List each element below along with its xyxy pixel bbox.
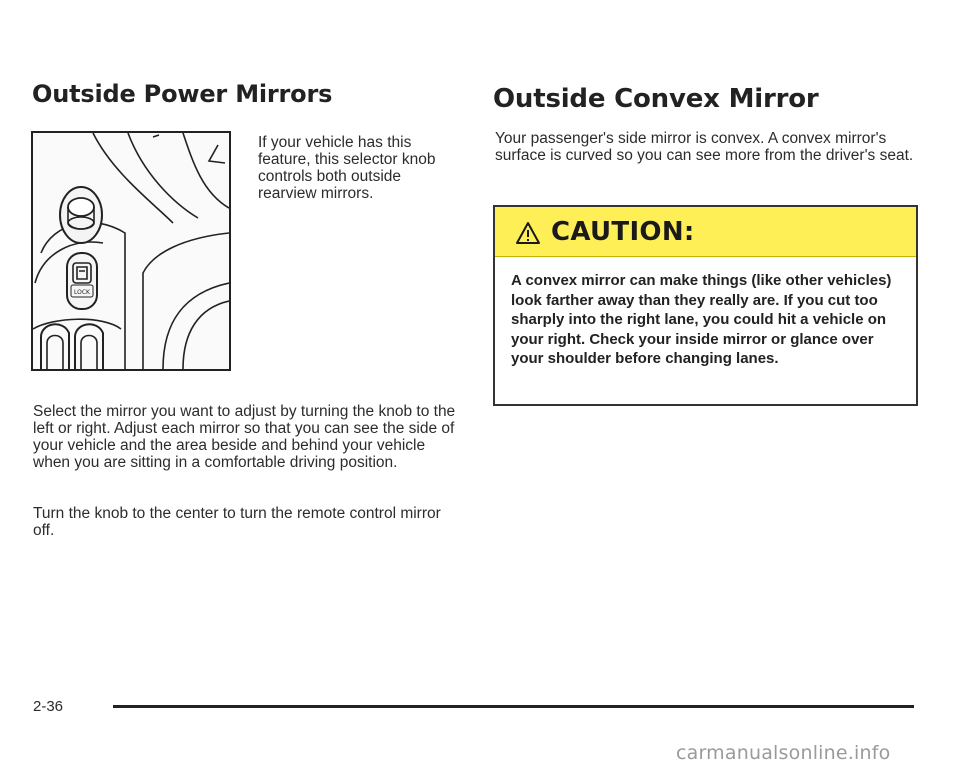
- page-number: 2-36: [33, 698, 64, 715]
- caution-title: CAUTION:: [551, 216, 695, 247]
- feature-description: If your vehicle has this feature, this selector knob controls both outside rearview mirrors.: [258, 134, 436, 202]
- caution-header: [495, 207, 916, 257]
- warning-triangle-icon: [515, 221, 541, 245]
- footer-rule: [113, 705, 914, 708]
- convex-mirror-description: Your passenger's side mirror is convex. A convex mirror's surface is curved so you can see more from the driver's seat.: [495, 130, 914, 164]
- caution-text: A convex mirror can make things (like other vehicles) look farther away than they really are. If you cut too sharply into the right lane, you could hit a vehicle on your right. Check your inside mirror or glance over your shoulder before changing lanes.: [511, 272, 892, 367]
- mirror-selector-knob-illustration: [31, 131, 231, 371]
- select-mirror-instructions: Select the mirror you want to adjust by turning the knob to the left or right. Adjust each mirror so that you can see the side of your vehicle and the area beside and behind your vehicle when you are sitting in a comfortable driving position.: [33, 403, 456, 471]
- section-heading-power-mirrors: Outside Power Mirrors: [32, 80, 333, 108]
- caution-box: [493, 205, 918, 406]
- turn-off-instructions: Turn the knob to the center to turn the remote control mirror off.: [33, 505, 441, 539]
- site-watermark: carmanualsonline.info: [676, 742, 891, 764]
- lock-switch-label: LOCK: [74, 289, 90, 296]
- section-heading-convex-mirror: Outside Convex Mirror: [493, 84, 819, 114]
